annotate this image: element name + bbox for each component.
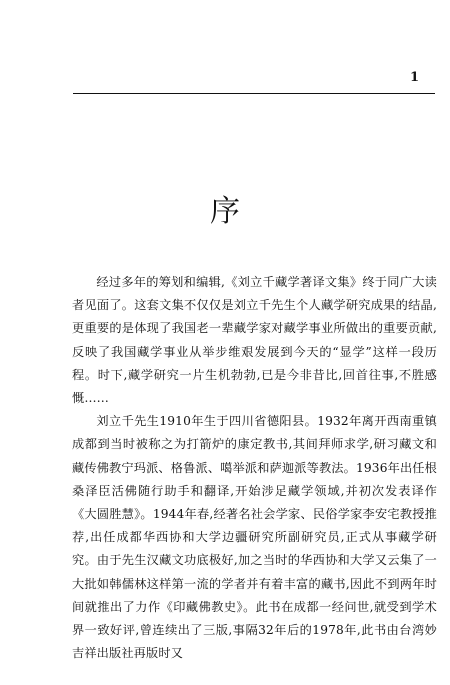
page-title: 序 bbox=[210, 194, 240, 229]
header-rule bbox=[73, 93, 435, 94]
page-number: 1 bbox=[410, 70, 420, 85]
paragraph-2: 刘立千先生1910年生于四川省德阳县。1932年离开西南重镇成都到当时被称之为打箭炉的康定教书,其间拜师求学,研习藏文和藏传佛教宁玛派、格鲁派、噶举派和萨迦派等教法。1936年出任根桑泽臣活佛随行助手和翻译,开始涉足藏学领域,并初次发表译作《大圆胜慧》。1944年春,经著名社会学家、民俗学家李安宅教授推荐,出任成都华西协和大学边疆研究所副研究员,正式从事藏学研究。由于先生汉藏文功底极好,加之当时的华西协和大学又云集了一大批如韩儒林这样第一流的学者并有着丰富的藏书,因此不到两年时间就推出了力作《印藏佛教史》。此书在成都一经问世,就受到学术界一致好评,曾连续出了三版,事隔32年后的1978年,此书由台湾妙吉祥出版社再版时又 bbox=[72, 414, 437, 661]
paragraph-1: 经过多年的筹划和编辑,《刘立千藏学著译文集》终于同广大读者见面了。这套文集不仅仅是刘立千先生个人藏学研究成果的结晶,更重要的是体现了我国老一辈藏学家对藏学事业所做出的重要贡献,反映了我国藏学事业从举步维艰发展到今天的“显学”这样一段历程。时下,藏学研究一片生机勃勃,已是今非昔比,回首往事,不胜感慨…… bbox=[72, 275, 437, 406]
body-text bbox=[72, 271, 437, 665]
